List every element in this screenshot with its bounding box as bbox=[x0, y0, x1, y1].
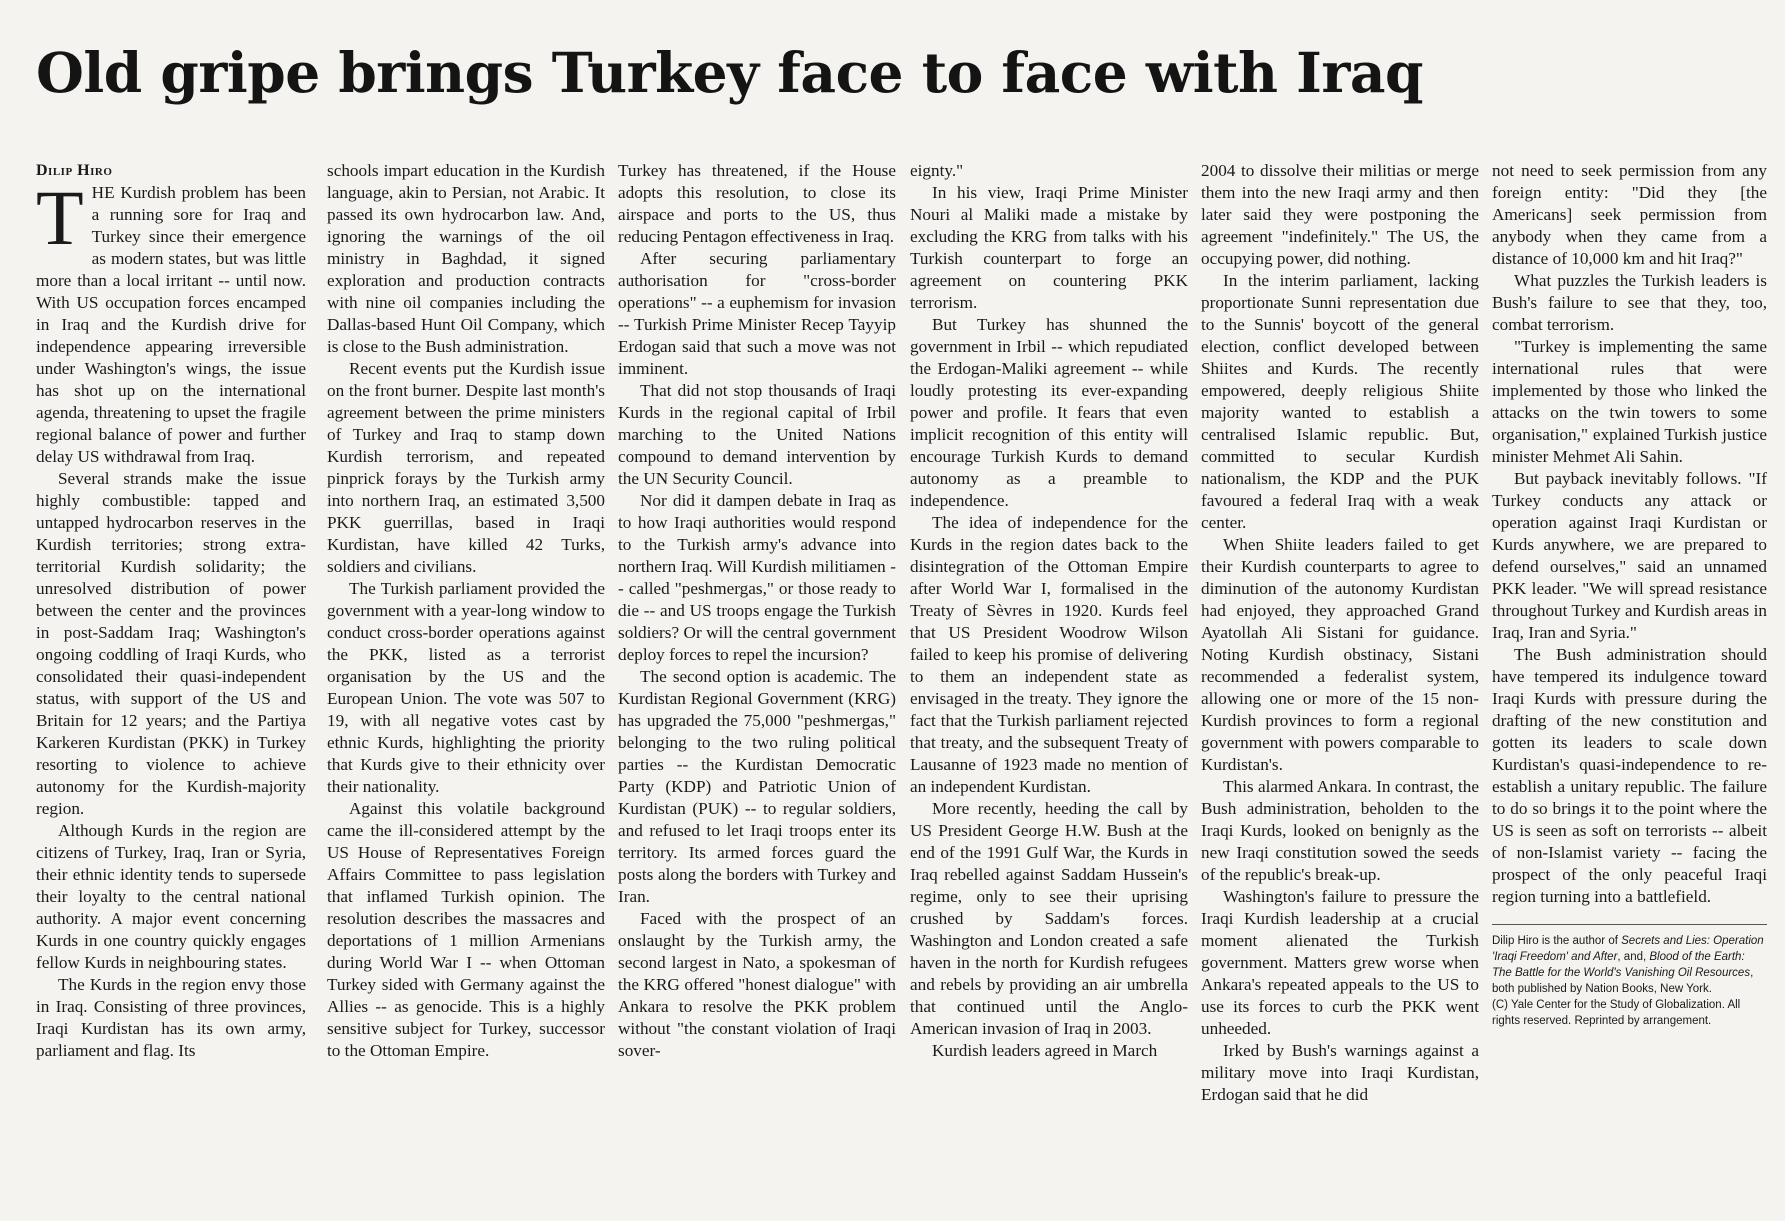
paragraph: The Bush administration should have tempered its indulgence toward Iraqi Kurds with pressure during the drafting of the new constitution and gotten its leaders to scale down Kurdistan's quasi-independence to re-establish a unitary republic. The failure to do so brings it to the point where the US is seen as soft on terrorists -- albeit of non-Islamist variety -- facing the prospect of the only peaceful Iraqi region turning into a battlefield. bbox=[1492, 645, 1767, 906]
paragraph: Turkey has threatened, if the House adopts this resolution, to close its airspace and ports to the US, thus reducing Pentagon effectiveness in Iraq. bbox=[618, 161, 896, 246]
paragraph: But payback inevitably follows. "If Turkey conducts any attack or operation against Iraqi Kurdistan or Kurds anywhere, we are prepared to defend ourselves," said an unnamed PKK leader. "We will spread resistance throughout Turkey and Kurdish areas in Iraq, Iran and Syria." bbox=[1492, 469, 1767, 642]
article-headline: Old gripe brings Turkey face to face with Iraq bbox=[36, 40, 1423, 105]
paragraph: The Kurds in the region envy those in Iraq. Consisting of three provinces, Iraqi Kurdistan has its own army, parliament and flag. Its bbox=[36, 975, 306, 1060]
paragraph: Washington's failure to pressure the Iraqi Kurdish leadership at a crucial moment alienated the Turkish government. Matters grew worse when Ankara's repeated appeals to the US to use its forces to curb the PKK went unheeded. bbox=[1201, 887, 1479, 1038]
article-column-1 bbox=[36, 160, 306, 1210]
author-note-tail: , both published by Nation Books, New York. bbox=[1492, 967, 1754, 995]
copyright-credit: (C) Yale Center for the Study of Globalization. All rights reserved. Reprinted by arrangement. bbox=[1492, 999, 1741, 1027]
byline: Dilip Hiro bbox=[36, 162, 113, 179]
lead-paragraph-text: HE Kurdish problem has been a running sore for Iraq and Turkey since their emergence as modern states, but was little more than a local irritant -- until now. With US occupation forces encamped in Iraq and the Kurdish drive for independence appearing irreversible under Washington's wings, the issue has shot up on the international agenda, threatening to upset the fragile regional balance of power and further delay US withdrawal from Iraq. bbox=[36, 183, 306, 466]
author-note-divider bbox=[1492, 924, 1767, 925]
paragraph: This alarmed Ankara. In contrast, the Bush administration, beholden to the Iraqi Kurds, looked on benignly as the new Iraqi constitution sowed the seeds of the republic's break-up. bbox=[1201, 777, 1479, 884]
paragraph: When Shiite leaders failed to get their Kurdish counterparts to agree to diminution of the autonomy Kurdistan had enjoyed, they approached Grand Ayatollah Ali Sistani for guidance. Noting Kurdish obstinacy, Sistani recommended a federalist system, allowing one or more of the 15 non-Kurdish provinces to form a regional government with powers comparable to Kurdistan's. bbox=[1201, 535, 1479, 774]
paragraph: 2004 to dissolve their militias or merge them into the new Iraqi army and then later said they were postponing the agreement "indefinitely." The US, the occupying power, did nothing. bbox=[1201, 161, 1479, 268]
paragraph: Irked by Bush's warnings against a military move into Iraqi Kurdistan, Erdogan said that he did bbox=[1201, 1041, 1479, 1104]
book-title-1: Secrets and Lies: Operation 'Iraqi Freedom' and After bbox=[1492, 935, 1764, 963]
paragraph: Against this volatile background came the ill-considered attempt by the US House of Representatives Foreign Affairs Committee to pass legislation that inflamed Turkish opinion. The resolution describes the massacres and deportations of 1 million Armenians during World War I -- when Ottoman Turkey sided with Germany against the Allies -- as genocide. This is a highly sensitive subject for Turkey, successor to the Ottoman Empire. bbox=[327, 799, 605, 1060]
paragraph: The Turkish parliament provided the government with a year-long window to conduct cross-border operations against the PKK, listed as a terrorist organisation by the US and the European Union. The vote was 507 to 19, with all negative votes cast by ethnic Kurds, highlighting the priority that Kurds give to their ethnicity over their nationality. bbox=[327, 579, 605, 796]
paragraph: Several strands make the issue highly combustible: tapped and untapped hydrocarbon reserves in the Kurdish territories; strong extra-territorial Kurdish solidarity; the unresolved distribution of power between the center and the provinces in post-Saddam Iraq; Washington's ongoing coddling of Iraqi Kurds, who consolidated their quasi-independent status, with support of the US and Britain for 12 years; and the Partiya Karkeren Kurdistan (PKK) in Turkey resorting to violence to achieve autonomy for the Kurdish-majority region. bbox=[36, 469, 306, 818]
paragraph: More recently, heeding the call by US President George H.W. Bush at the end of the 1991 Gulf War, the Kurds in Iraq rebelled against Saddam Hussein's regime, only to see their uprising crushed by Saddam's forces. Washington and London created a safe haven in the north for Kurdish refugees and rebels by providing an air umbrella that continued until the Anglo-American invasion of Iraq in 2003. bbox=[910, 799, 1188, 1038]
paragraph: But Turkey has shunned the government in Irbil -- which repudiated the Erdogan-Maliki agreement -- while loudly protesting its ever-expanding power and profile. It fears that even implicit recognition of this entity will encourage Turkish Kurds to demand autonomy as a preamble to independence. bbox=[910, 315, 1188, 510]
article-column-6 bbox=[1492, 160, 1767, 1210]
paragraph: not need to seek permission from any foreign entity: "Did they [the Americans] seek permission from anybody when they came from a distance of 10,000 km and hit Iraq?" bbox=[1492, 161, 1767, 268]
article-column-4 bbox=[910, 160, 1188, 1210]
paragraph: Faced with the prospect of an onslaught by the Turkish army, the second largest in Nato, a spokesman of the KRG offered "honest dialogue" with Ankara to resolve the PKK problem without "the constant violation of Iraqi sover- bbox=[618, 909, 896, 1060]
paragraph: eignty." bbox=[910, 161, 964, 180]
paragraph: That did not stop thousands of Iraqi Kurds in the regional capital of Irbil marching to the United Nations compound to demand intervention by the UN Security Council. bbox=[618, 381, 896, 488]
author-note-lead: Dilip Hiro is the author of bbox=[1492, 935, 1622, 947]
paragraph: After securing parliamentary authorisation for "cross-border operations" -- a euphemism for invasion -- Turkish Prime Minister Recep Tayyip Erdogan said that such a move was not imminent. bbox=[618, 249, 896, 378]
paragraph: The second option is academic. The Kurdistan Regional Government (KRG) has upgraded the 75,000 "peshmergas," belonging to the two ruling political parties -- the Kurdistan Democratic Party (KDP) and Patriotic Union of Kurdistan (PUK) -- to regular soldiers, and refused to let Iraqi troops enter its territory. Its armed forces guard the posts along the borders with Turkey and Iran. bbox=[618, 667, 896, 906]
paragraph: schools impart education in the Kurdish language, akin to Persian, not Arabic. It passed its own hydrocarbon law. And, ignoring the warnings of the oil ministry in Baghdad, it signed exploration and production contracts with nine oil companies including the Dallas-based Hunt Oil Company, which is close to the Bush administration. bbox=[327, 161, 605, 356]
drop-cap: T bbox=[36, 174, 84, 261]
paragraph: Although Kurds in the region are citizens of Turkey, Iraq, Iran or Syria, their ethnic identity tends to supersede their loyalty to the central national authority. A major event concerning Kurds in one country quickly engages fellow Kurds in neighbouring states. bbox=[36, 821, 306, 972]
paragraph: What puzzles the Turkish leaders is Bush's failure to see that they, too, combat terrorism. bbox=[1492, 271, 1767, 334]
article-column-5 bbox=[1201, 160, 1479, 1210]
paragraph: Recent events put the Kurdish issue on the front burner. Despite last month's agreement between the prime ministers of Turkey and Iraq to stamp down Kurdish terrorism, and repeated pinprick forays by the Turkish army into northern Iraq, an estimated 3,500 PKK guerrillas, based in Iraqi Kurdistan, have killed 42 Turks, soldiers and civilians. bbox=[327, 359, 605, 576]
paragraph: In the interim parliament, lacking proportionate Sunni representation due to the Sunnis' boycott of the general election, conflict developed between Shiites and Kurds. The recently empowered, deeply religious Shiite majority wanted to establish a centralised Islamic republic. But, committed to secular Kurdish nationalism, the KDP and the PUK favoured a federal Iraq with a weak center. bbox=[1201, 271, 1479, 532]
paragraph: The idea of independence for the Kurds in the region dates back to the disintegration of the Ottoman Empire after World War I, formalised in the Treaty of Sèvres in 1920. Kurds feel that US President Woodrow Wilson failed to keep his promise of delivering to them an independent state as envisaged in the treaty. They ignore the fact that the Turkish parliament rejected that treaty, and the subsequent Treaty of Lausanne of 1923 made no mention of an independent Kurdistan. bbox=[910, 513, 1188, 796]
paragraph: Nor did it dampen debate in Iraq as to how Iraqi authorities would respond to the Turkish army's advance into northern Iraq. Will Kurdish militiamen -- called "peshmergas," or those ready to die -- and US troops engage the Turkish soldiers? Or will the central government deploy forces to repel the incursion? bbox=[618, 491, 896, 664]
lead-paragraph bbox=[36, 174, 306, 468]
book-title-2: Blood of the Earth: The Battle for the World's Vanishing Oil Resources bbox=[1492, 951, 1751, 979]
article-column-3 bbox=[618, 160, 896, 1210]
author-note bbox=[1492, 933, 1767, 997]
paragraph: In his view, Iraqi Prime Minister Nouri al Maliki made a mistake by excluding the KRG from talks with his Turkish counterpart to forge an agreement on countering PKK terrorism. bbox=[910, 183, 1188, 312]
paragraph: Kurdish leaders agreed in March bbox=[932, 1041, 1158, 1060]
article-column-2 bbox=[327, 160, 605, 1210]
paragraph: "Turkey is implementing the same international rules that were implemented by those who linked the attacks on the twin towers to some organisation," explained Turkish justice minister Mehmet Ali Sahin. bbox=[1492, 337, 1767, 466]
author-note-mid: , and, bbox=[1617, 951, 1650, 963]
